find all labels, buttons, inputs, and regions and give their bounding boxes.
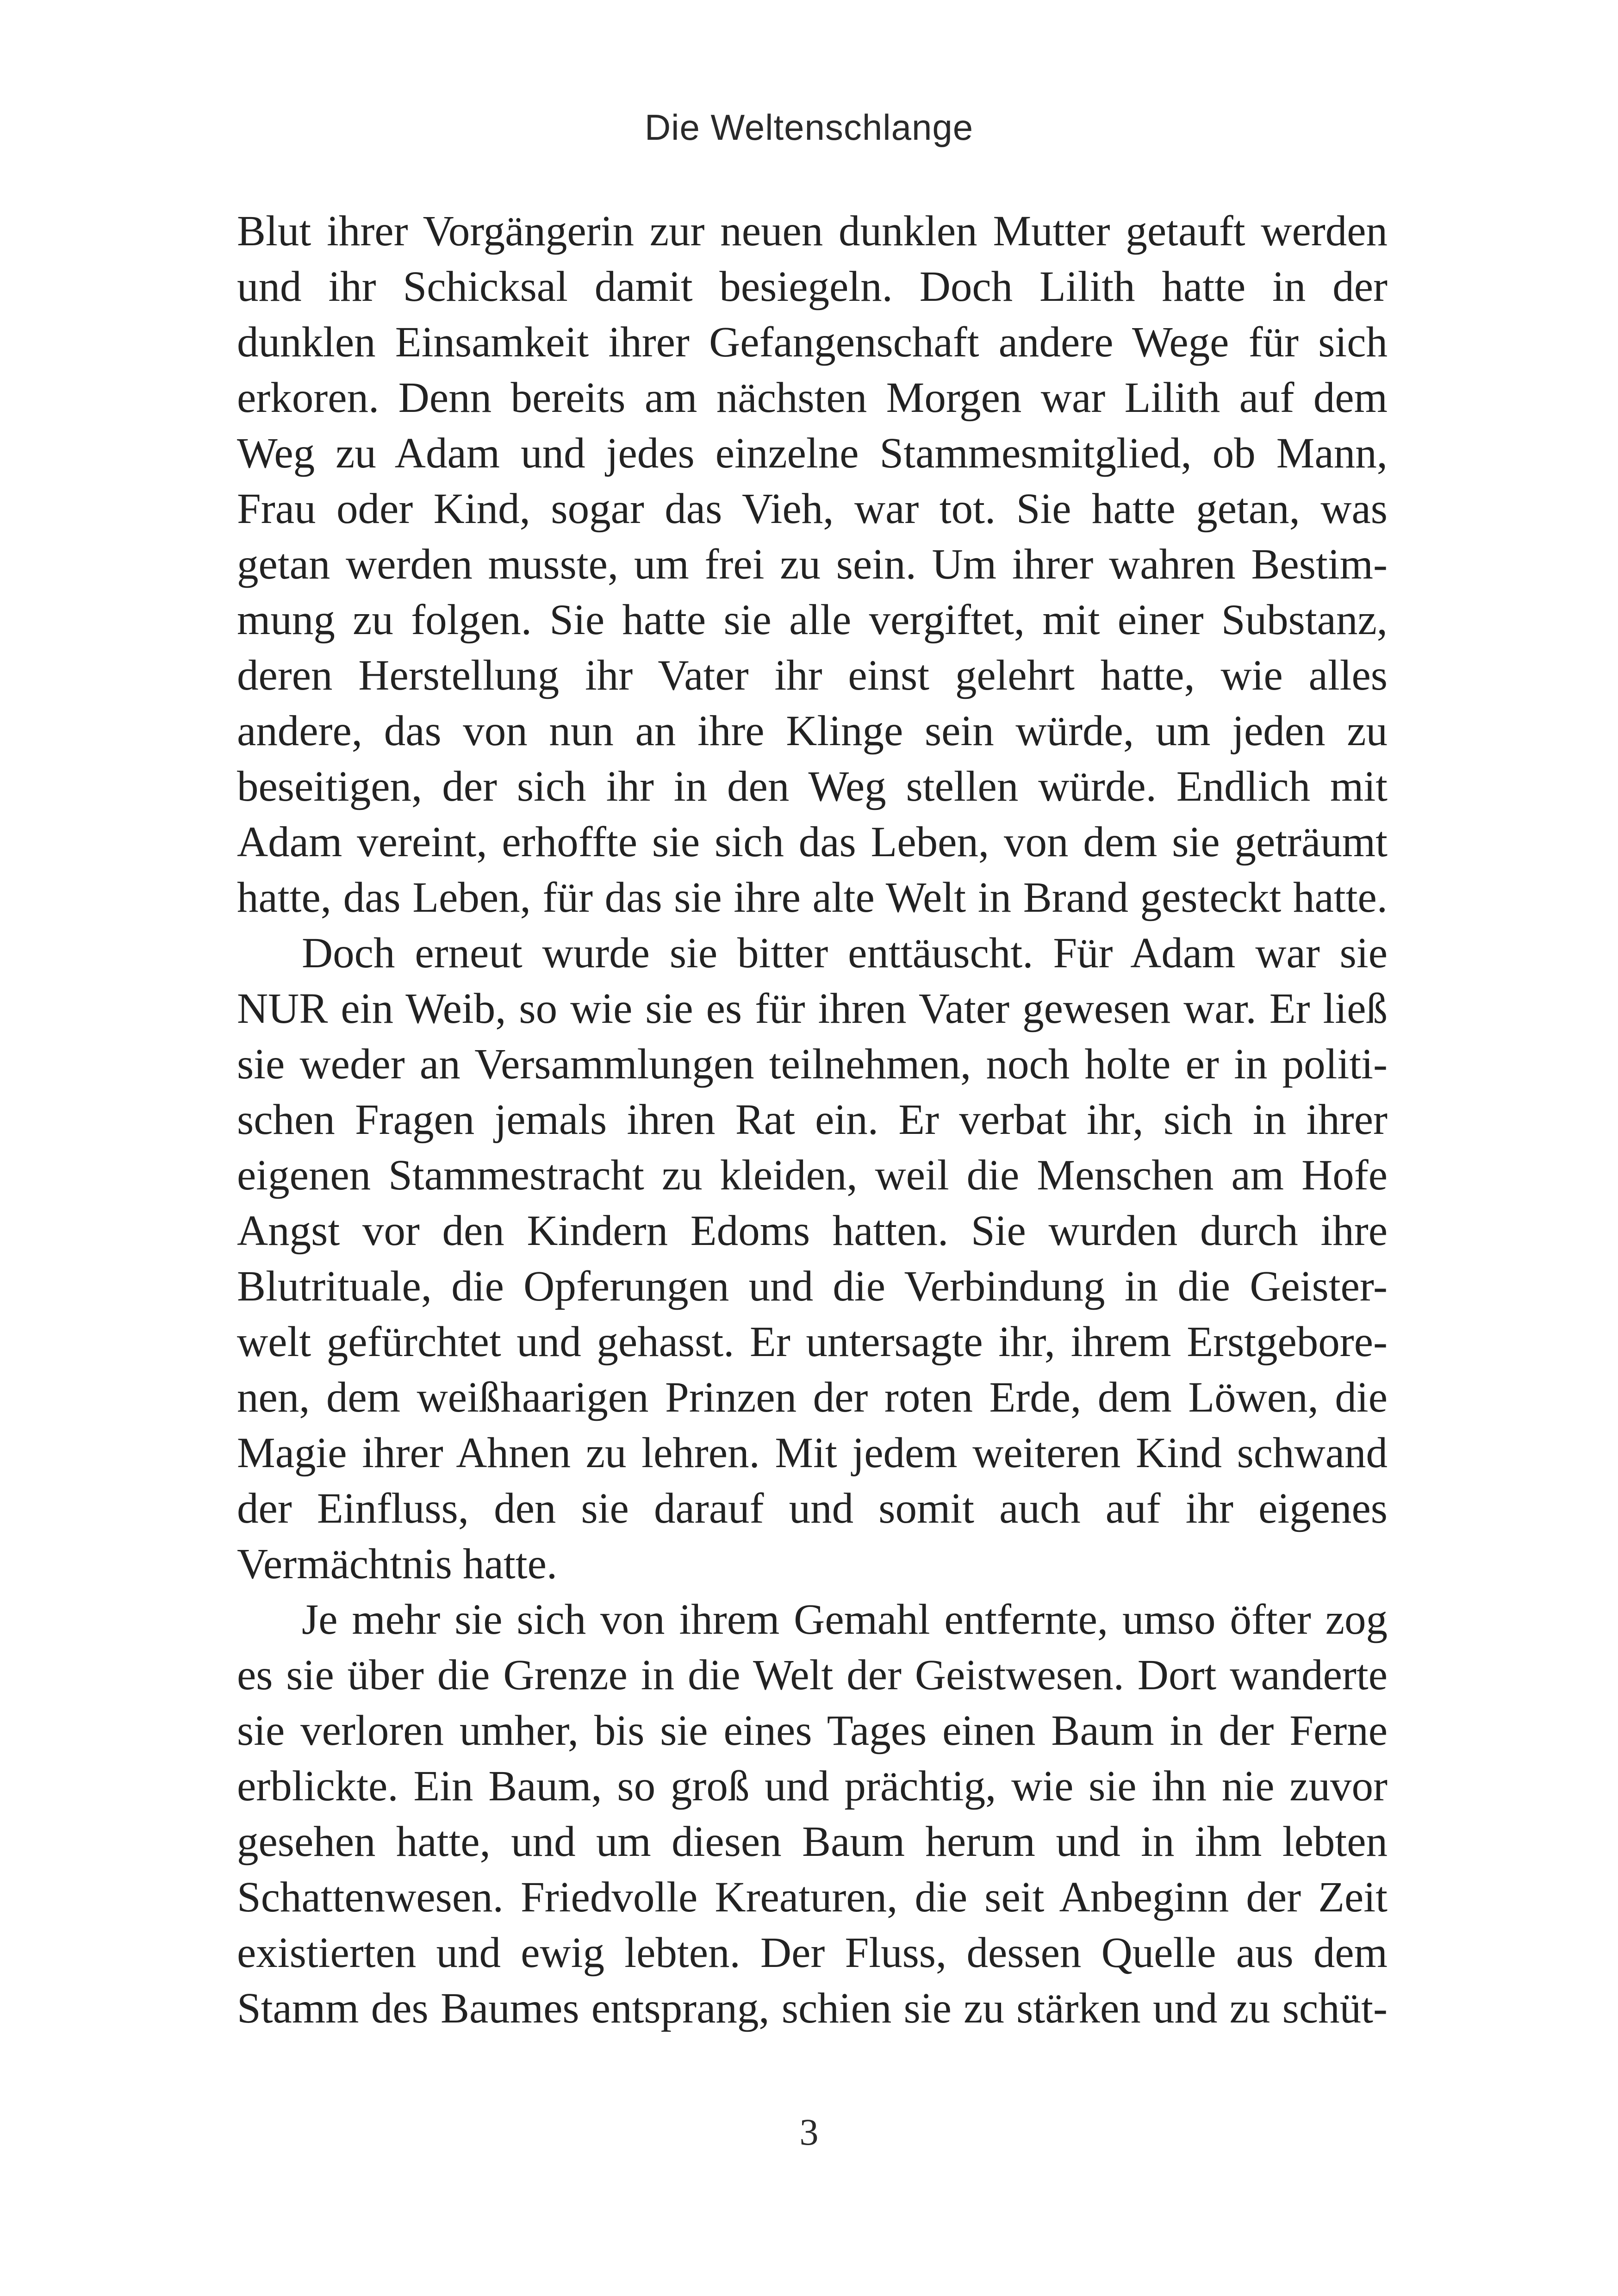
text-line: nen, dem weißhaarigen Prinzen der roten Erde, dem Löwen, die xyxy=(237,1374,1388,1421)
text-line: andere, das von nun an ihre Klinge sein würde, um jeden zu xyxy=(237,707,1388,755)
text-line: es sie über die Grenze in die Welt der Geistwesen. Dort wanderte xyxy=(237,1651,1388,1699)
text-line: existierten und ewig lebten. Der Fluss, dessen Quelle aus dem xyxy=(237,1929,1388,1977)
text-line: Stamm des Baumes entsprang, schien sie zu stärken und zu schüt- xyxy=(237,1985,1388,2032)
paragraph-3 xyxy=(237,1592,1388,2036)
text-line: NUR ein Weib, so wie sie es für ihren Vater gewesen war. Er ließ xyxy=(237,985,1388,1033)
text-line: hatte, das Leben, für das sie ihre alte Welt in Brand gesteckt hatte. xyxy=(237,874,1388,921)
text-line: dunklen Einsamkeit ihrer Gefangenschaft andere Wege für sich xyxy=(237,318,1388,366)
text-line: Magie ihrer Ahnen zu lehren. Mit jedem weiteren Kind schwand xyxy=(237,1429,1388,1477)
text-line: Je mehr sie sich von ihrem Gemahl entfernte, umso öfter zog xyxy=(302,1596,1388,1643)
text-line: Adam vereint, erhoffte sie sich das Leben, von dem sie geträumt xyxy=(237,818,1388,866)
page-number: 3 xyxy=(799,2111,819,2153)
text-line: getan werden musste, um frei zu sein. Um ihrer wahren Bestim- xyxy=(237,541,1388,588)
text-line: Frau oder Kind, sogar das Vieh, war tot. Sie hatte getan, was xyxy=(237,485,1388,533)
text-line: Weg zu Adam und jedes einzelne Stammesmitglied, ob Mann, xyxy=(237,429,1388,477)
text-line: der Einfluss, den sie darauf und somit auch auf ihr eigenes xyxy=(237,1485,1388,1532)
paragraph-1 xyxy=(237,204,1388,926)
body-text xyxy=(237,204,1388,2036)
text-line: Doch erneut wurde sie bitter enttäuscht. Für Adam war sie xyxy=(302,929,1388,977)
running-title: Die Weltenschlange xyxy=(644,107,974,148)
text-line: welt gefürchtet und gehasst. Er untersagte ihr, ihrem Erstgebore- xyxy=(237,1318,1388,1366)
text-line: beseitigen, der sich ihr in den Weg stellen würde. Endlich mit xyxy=(237,763,1388,810)
text-line: deren Herstellung ihr Vater ihr einst gelehrt hatte, wie alles xyxy=(237,652,1388,699)
text-line: Blut ihrer Vorgängerin zur neuen dunklen Mutter getauft werden xyxy=(237,207,1388,255)
text-line: Blutrituale, die Opferungen und die Verbindung in die Geister- xyxy=(237,1263,1388,1310)
text-line: mung zu folgen. Sie hatte sie alle vergiftet, mit einer Substanz, xyxy=(237,596,1388,644)
text-line: eigenen Stammestracht zu kleiden, weil die Menschen am Hofe xyxy=(237,1151,1388,1199)
text-line: erblickte. Ein Baum, so groß und prächtig, wie sie ihn nie zuvor xyxy=(237,1762,1388,1810)
text-line: und ihr Schicksal damit besiegeln. Doch Lilith hatte in der xyxy=(237,263,1388,311)
text-line: Vermächtnis hatte. xyxy=(237,1540,558,1588)
paragraph-2 xyxy=(237,926,1388,1592)
text-line: Angst vor den Kindern Edoms hatten. Sie wurden durch ihre xyxy=(237,1207,1388,1255)
text-line: sie weder an Versammlungen teilnehmen, noch holte er in politi- xyxy=(237,1040,1388,1088)
text-line: schen Fragen jemals ihren Rat ein. Er verbat ihr, sich in ihrer xyxy=(237,1096,1388,1144)
text-line: erkoren. Denn bereits am nächsten Morgen war Lilith auf dem xyxy=(237,374,1388,422)
text-line: sie verloren umher, bis sie eines Tages einen Baum in der Ferne xyxy=(237,1707,1388,1755)
text-line: gesehen hatte, und um diesen Baum herum und in ihm lebten xyxy=(237,1818,1388,1866)
text-line: Schattenwesen. Friedvolle Kreaturen, die seit Anbeginn der Zeit xyxy=(237,1873,1388,1921)
